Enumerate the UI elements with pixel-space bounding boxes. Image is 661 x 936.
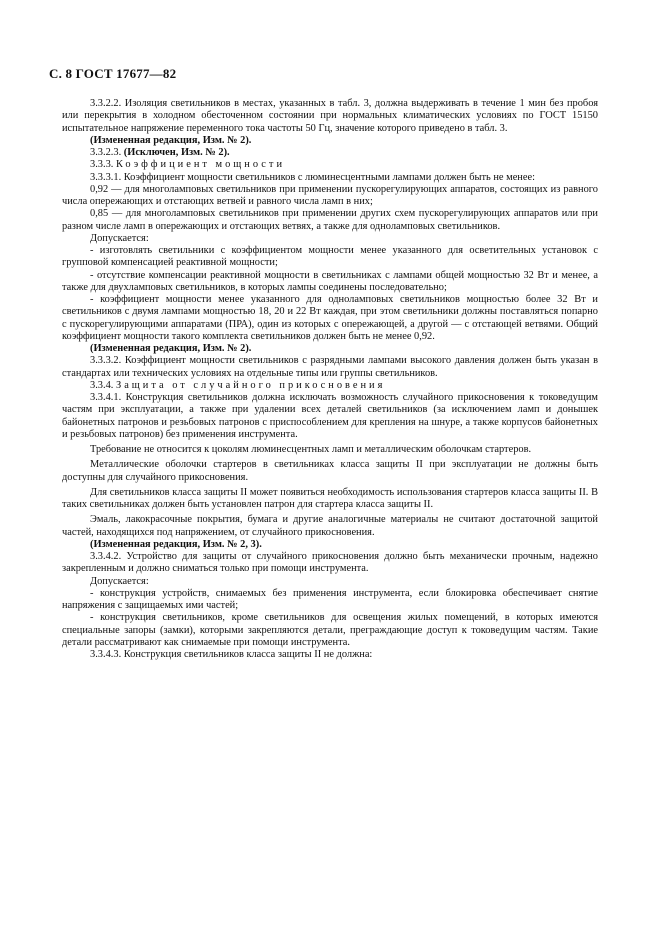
paragraph bbox=[62, 294, 598, 343]
paragraph bbox=[62, 459, 598, 484]
paragraph bbox=[62, 159, 598, 171]
paragraph-text: 0,92 — для многоламповых светильников при применении пускорегулирующих аппаратов, состоящих из равного числа опережающих и отстающих ветвей и равного числа ламп в них; bbox=[62, 183, 598, 207]
paragraph bbox=[62, 649, 598, 661]
paragraph bbox=[62, 208, 598, 233]
page-header: С. 8 ГОСТ 17677—82 bbox=[49, 66, 177, 81]
paragraph bbox=[62, 355, 598, 380]
paragraph-text: 3.3.3.2. Коэффициент мощности светильников с разрядными лампами высокого давления должен быть указан в стандартах или технических условиях на отдельные типы или группы светильников. bbox=[62, 355, 598, 379]
paragraph-text: 3.3.4.3. Конструкция светильников класса защиты II не должна: bbox=[90, 649, 373, 660]
paragraph bbox=[62, 147, 598, 159]
paragraph-text: 0,85 — для многоламповых светильников при применении других схем пускорегулирующих аппаратов или при разном числе ламп в опережающих и отстающих ветвях, а также для одноламповых светильников. bbox=[62, 208, 598, 232]
paragraph bbox=[62, 444, 598, 456]
bold-text: (Измененная редакция, Изм. № 2). bbox=[90, 134, 252, 146]
paragraph-text: Металлические оболочки стартеров в светильниках класса защиты II при эксплуатации не должны быть доступны для случайного прикосновения. bbox=[62, 459, 598, 483]
paragraph-text: Допускается: bbox=[90, 575, 149, 587]
paragraph-text: - коэффициент мощности менее указанного для одноламповых светильников мощностью более 32 Вт и светильников с двумя лампами мощностью 18, 20 и 22 Вт каждая, при этом светильники должны поставляться попарно с пускорегулирующими аппаратами (ПРА), один из которых с опережающей, а другой — с отстающей ветвями. Общий коэффициент мощности такого комплекта светильников должен быть не менее 0,92. bbox=[62, 294, 598, 342]
section-heading: Коэффициент мощности bbox=[115, 159, 286, 171]
paragraph bbox=[62, 576, 598, 588]
bold-text: (Измененная редакция, Изм. № 2, 3). bbox=[90, 538, 262, 550]
paragraph bbox=[62, 233, 598, 245]
paragraph bbox=[62, 487, 598, 512]
paragraph bbox=[62, 588, 598, 613]
paragraph bbox=[62, 612, 598, 649]
paragraph bbox=[62, 343, 598, 355]
document-body bbox=[62, 98, 598, 661]
bold-text: (Исключен, Изм. № 2). bbox=[123, 147, 230, 158]
paragraph bbox=[62, 514, 598, 539]
paragraph-text: - изготовлять светильники с коэффициентом мощности менее указанного для осветительных установок с групповой компенсацией реактивной мощности; bbox=[62, 245, 598, 269]
paragraph bbox=[62, 551, 598, 576]
paragraph-text: 3.3.2.2. Изоляция светильников в местах, указанных в табл. 3, должна выдерживать в течение 1 мин без пробоя или перекрытия в холодном обесточенном состоянии при нормальных климатических условиях по ГОСТ 15150 испытательное напряжение переменного тока частоты 50 Гц, значение которого приведено в табл. 3. bbox=[62, 98, 598, 134]
paragraph-text: Допускается: bbox=[90, 232, 149, 244]
paragraph-text: 3.3.4.1. Конструкция светильников должна исключать возможность случайного прикосновения к токоведущим частям при эксплуатации, а также при удалении всех деталей светильников (за исключением ламп и донышек байонетных патронов и резьбовых патронов с приспособлением для крепления на шнуре, а также корпусов байонетных и резьбовых патронов) без применения инструмента. bbox=[62, 392, 598, 440]
paragraph-text: 3.3.3.1. Коэффициент мощности светильников с люминесцентными лампами должен быть не менее: bbox=[90, 171, 535, 183]
paragraph-text: - конструкция светильников, кроме светильников для освещения жилых помещений, в которых имеются специальные запоры (замки), которыми закрепляются детали, преграждающие доступ к токоведущим частям. Такие детали рассматривают как снимаемые при помощи инструмента. bbox=[62, 612, 598, 648]
paragraph-text: 3.3.4.2. Устройство для защиты от случайного прикосновения должно быть механически прочным, надежно закрепленным и должно сниматься только при помощи инструмента. bbox=[62, 551, 598, 575]
paragraph bbox=[62, 98, 598, 135]
paragraph bbox=[62, 539, 598, 551]
paragraph bbox=[62, 172, 598, 184]
bold-text: (Измененная редакция, Изм. № 2). bbox=[90, 343, 252, 354]
paragraph-text: Для светильников класса защиты II может появиться необходимость использования стартеров класса защиты II. В таких светильниках должен быть установлен патрон для стартера класса защиты II. bbox=[62, 486, 598, 510]
paragraph-text: Требование не относится к цоколям люминесцентных ламп и металлическим оболочкам стартеров. bbox=[90, 444, 532, 455]
paragraph bbox=[62, 392, 598, 441]
paragraph bbox=[62, 184, 598, 209]
paragraph-text: Эмаль, лакокрасочные покрытия, бумага и другие аналогичные материалы не считают достаточной защитой частей, находящихся под напряжением, от случайного прикосновения. bbox=[62, 514, 598, 538]
paragraph bbox=[62, 380, 598, 392]
paragraph-text: 3.3.4. bbox=[90, 379, 116, 391]
paragraph-text: - конструкция устройств, снимаемых без применения инструмента, если блокировка обеспечивает снятие напряжения с защищаемых ими частей; bbox=[62, 587, 598, 611]
paragraph-text: 3.3.2.3. bbox=[90, 147, 124, 158]
paragraph bbox=[62, 270, 598, 295]
section-heading: Защита от случайного прикосновения bbox=[115, 379, 386, 391]
paragraph bbox=[62, 135, 598, 147]
paragraph bbox=[62, 245, 598, 270]
paragraph-text: - отсутствие компенсации реактивной мощности в светильниках с лампами общей мощностью 32 Вт и менее, а также для двухламповых светильников, в которых лампы соединены последовательно; bbox=[62, 269, 598, 293]
paragraph-text: 3.3.3. bbox=[90, 159, 116, 171]
